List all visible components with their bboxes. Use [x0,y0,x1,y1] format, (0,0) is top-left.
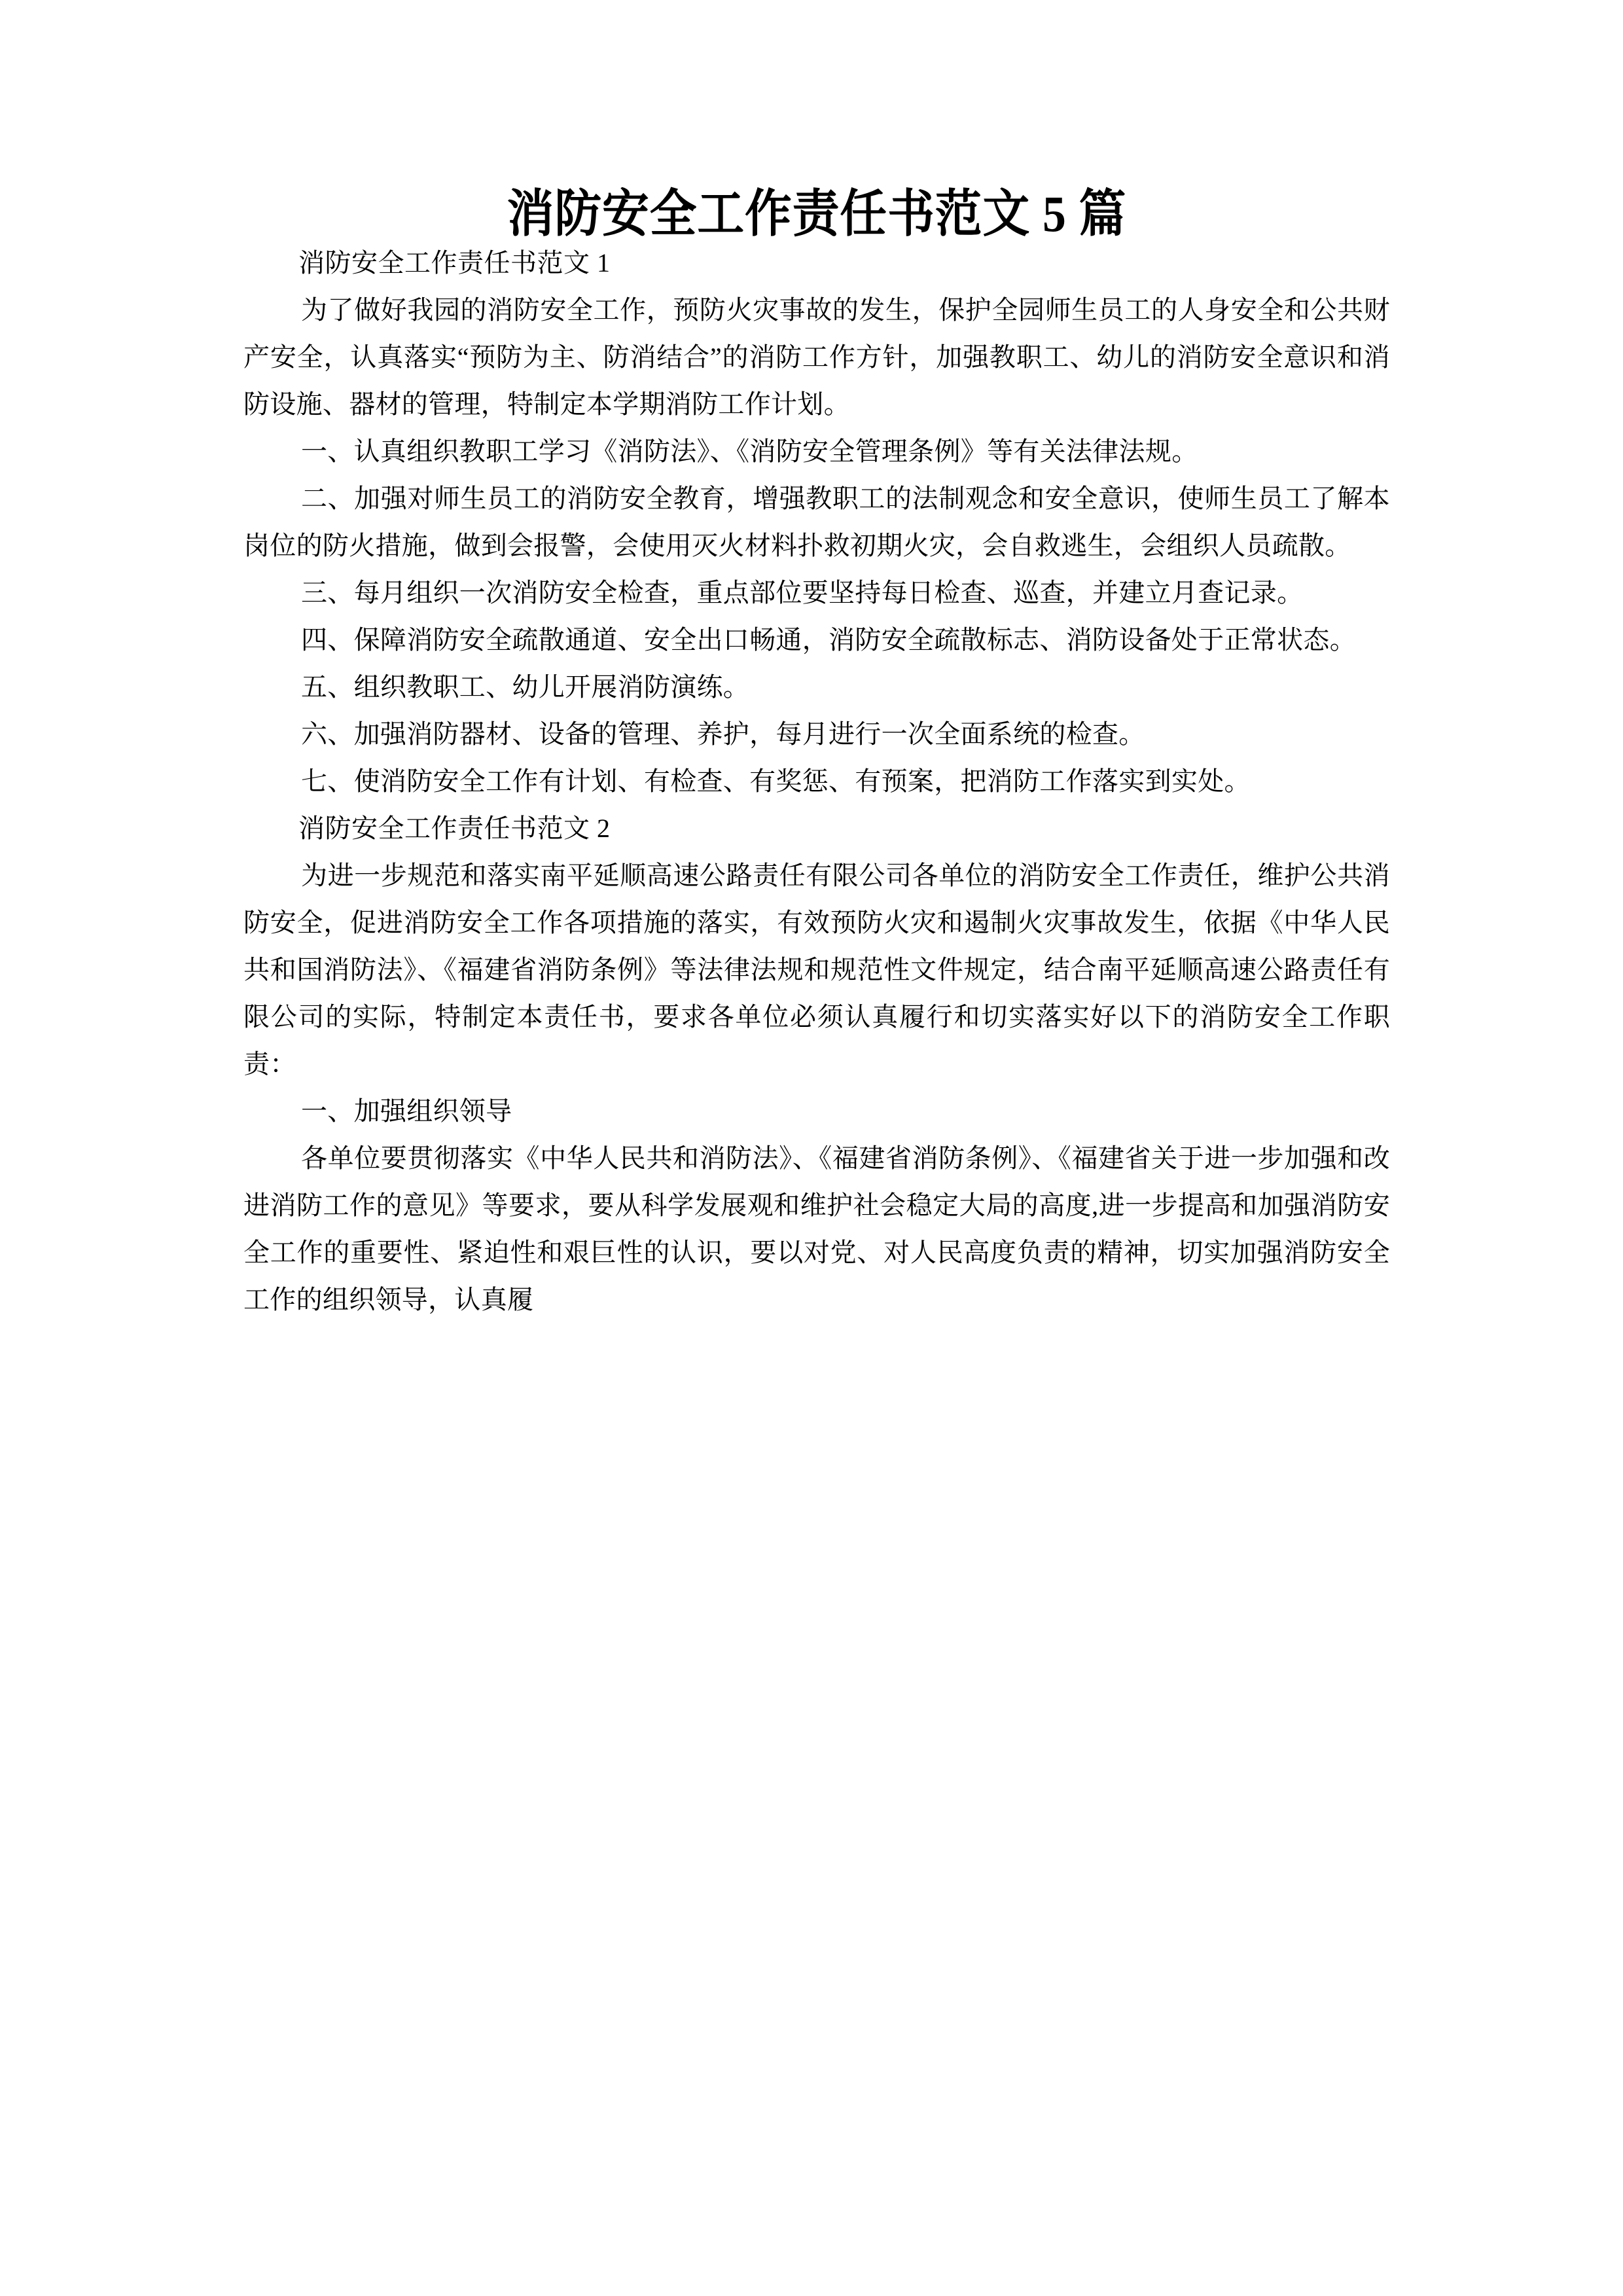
section-1-paragraph-2: 一、认真组织教职工学习《消防法》、《消防安全管理条例》等有关法律法规。 [301,437,1198,466]
section-2-paragraph-2: 一、加强组织领导 [301,1096,512,1126]
section-heading-1: 消防安全工作责任书范文 1 [298,248,611,278]
section-1-paragraph-4: 三、每月组织一次消防安全检查，重点部位要坚持每日检查、巡查，并建立月查记录。 [301,578,1304,607]
section-1-paragraph-7: 六、加强消防器材、设备的管理、养护，每月进行一次全面系统的检查。 [301,719,1145,749]
section-2-paragraph-1: 为进一步规范和落实南平延顺高速公路责任有限公司各单位的消防安全工作责任，维护公共消防安全，促进消防安全工作各项措施的落实，有效预防火灾和遏制火灾事故发生，依据《中华人民共和国消防法》、《福建省消防条例》等法律法规和规范性文件规定，结合南平延顺高速公路责任有限公司的实际，特制定本责任书，要求各单位必须认真履行和切实落实好以下的消防安全工作职责： [243,861,1390,1079]
section-1-paragraph-8: 七、使消防安全工作有计划、有检查、有奖惩、有预案，把消防工作落实到实处。 [301,766,1251,796]
section-1-paragraph-6: 五、组织教职工、幼儿开展消防演练。 [301,672,750,702]
page-title: 消防安全工作责任书范文 5 篇 [507,185,1127,242]
document-body [243,0,1390,1323]
section-1-paragraph-1: 为了做好我园的消防安全工作，预防火灾事故的发生，保护全园师生员工的人身安全和公共财产安全，认真落实“预防为主、防消结合”的消防工作方针，加强教职工、幼儿的消防安全意识和消防设施、器材的管理，特制定本学期消防工作计划。 [243,295,1390,419]
section-1-paragraph-5: 四、保障消防安全疏散通道、安全出口畅通，消防安全疏散标志、消防设备处于正常状态。 [301,625,1356,655]
section-1-paragraph-3: 二、加强对师生员工的消防安全教育，增强教职工的法制观念和安全意识，使师生员工了解本岗位的防火措施，做到会报警，会使用灭火材料扑救初期火灾，会自救逃生，会组织人员疏散。 [243,484,1390,560]
section-heading-2: 消防安全工作责任书范文 2 [298,814,611,843]
section-2-paragraph-3: 各单位要贯彻落实《中华人民共和消防法》、《福建省消防条例》、《福建省关于进一步加强和改进消防工作的意见》等要求，要从科学发展观和维护社会稳定大局的高度,进一步提高和加强消防安全工作的重要性、紧迫性和艰巨性的认识，要以对党、对人民高度负责的精神，切实加强消防安全工作的组织领导，认真履 [243,1143,1390,1314]
